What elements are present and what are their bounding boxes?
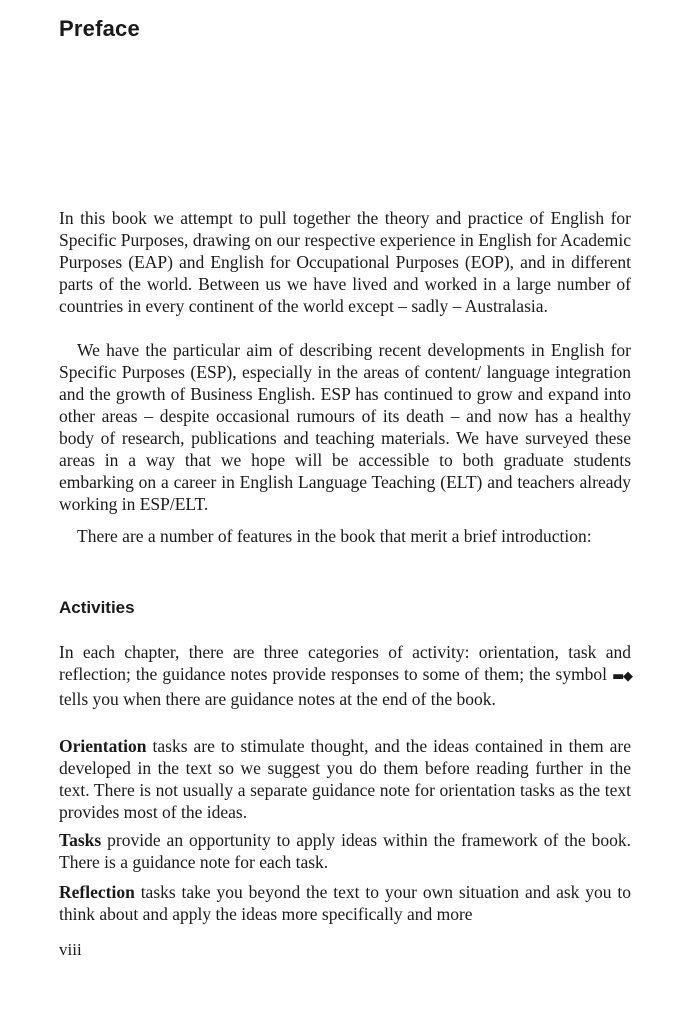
- reflection-description: tasks take you beyond the text to your own situation and ask you to think about and apply the ideas more specifically and more: [59, 882, 631, 924]
- preface-paragraph-2: We have the particular aim of describing recent developments in English for Specific Purposes (ESP), especially in the areas of content/ language integration and the growth of Business English. ESP has continued to grow and expand into other areas – despite occasional rumours of its death – and now has a healthy body of research, publications and teaching materials. We have surveyed these areas in a way that we hope will be accessible to both graduate students embarking on a career in English Language Teaching (ELT) and teachers already working in ESP/ELT.: [59, 340, 631, 514]
- preface-paragraph-3: There are a number of features in the book that merit a brief introduction:: [77, 526, 592, 546]
- reflection-paragraph: [59, 881, 631, 925]
- orientation-paragraph: [59, 735, 631, 823]
- activities-intro-text: In each chapter, there are three categories of activity: orientation, task and reflection; the guidance notes provide responses to some of them; the symbol: [59, 642, 631, 684]
- tasks-description: provide an opportunity to apply ideas within the framework of the book. There is a guidance note for each task.: [59, 830, 632, 872]
- guidance-note-icon: ▬◆: [612, 669, 632, 684]
- orientation-description: tasks are to stimulate thought, and the ideas contained in them are developed in the text so we suggest you do them before reading further in the text. There is not usually a separate guidance note for orientation tasks as the text provides most of the ideas.: [59, 736, 632, 822]
- preface-paragraph-1: In this book we attempt to pull together the theory and practice of English for Specific Purposes, drawing on our respective experience in English for Academic Purposes (EAP) and English for Occupational Purposes (EOP), and in different parts of the world. Between us we have lived and worked in a large number of countries in every continent of the world except – sadly – Australasia.: [59, 208, 631, 316]
- page-number: viii: [59, 940, 82, 959]
- tasks-term: Tasks: [59, 830, 102, 850]
- activities-intro-paragraph: [59, 641, 631, 710]
- orientation-term: Orientation: [59, 736, 147, 756]
- preface-heading: Preface: [59, 16, 140, 41]
- activities-intro-text-end: tells you when there are guidance notes at the end of the book.: [59, 689, 496, 709]
- activities-heading: Activities: [59, 598, 135, 617]
- reflection-term: Reflection: [59, 882, 135, 902]
- tasks-paragraph: [59, 829, 631, 873]
